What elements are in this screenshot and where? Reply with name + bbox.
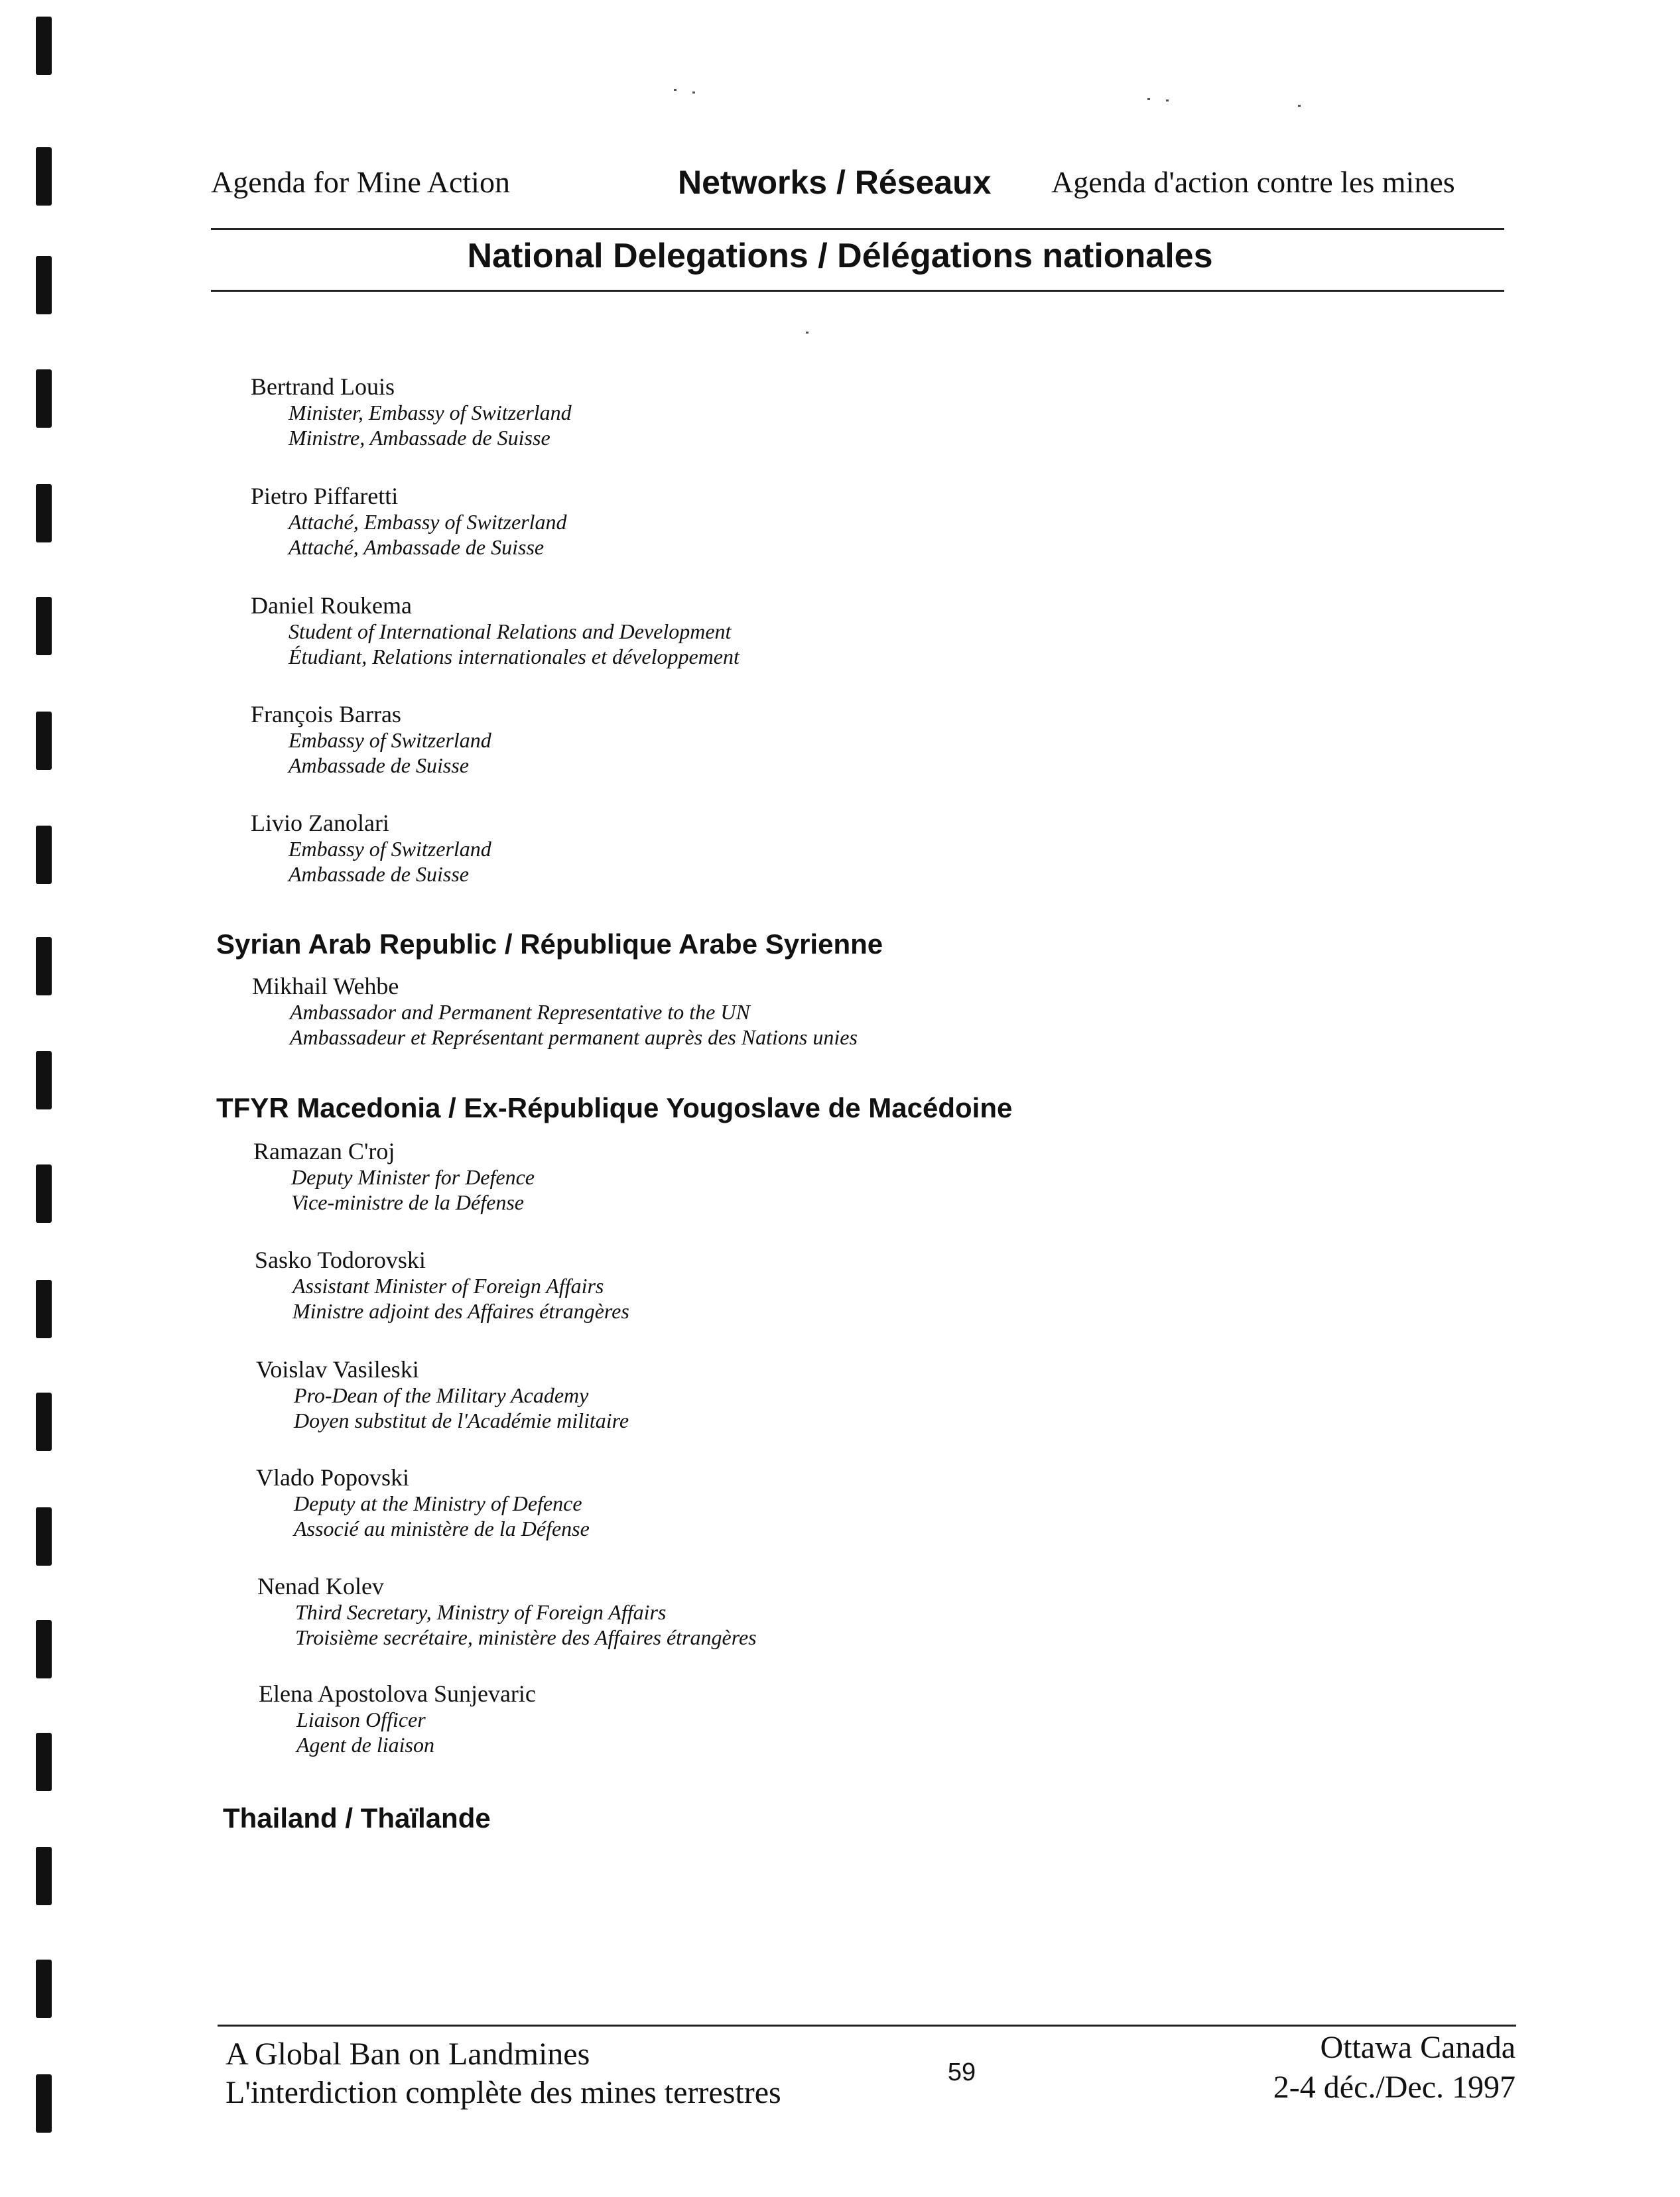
delegate-role-en: Assistant Minister of Foreign Affairs [292,1274,604,1298]
delegate-entry [256,1356,629,1433]
delegate-name: Vlado Popovski [256,1464,410,1491]
delegate-role-en: Deputy at the Ministry of Defence [294,1491,582,1515]
delegate-name: Mikhail Wehbe [252,973,399,999]
delegate-role-fr: Ministre adjoint des Affaires étrangères [292,1299,629,1323]
delegate-role-fr: Ministre, Ambassade de Suisse [289,426,550,450]
delegate-role-en: Student of International Relations and Development [289,619,732,643]
delegate-role-en: Deputy Minister for Defence [291,1165,535,1189]
delegate-name: Daniel Roukema [251,592,412,619]
delegate-role-en: Ambassador and Permanent Representative to the UN [290,1000,750,1024]
delegate-entry [259,1680,536,1757]
delegate-role-en: Liaison Officer [296,1708,426,1731]
delegate-name: Livio Zanolari [251,810,389,836]
footer-right-line1: Ottawa Canada [1320,2030,1516,2065]
delegate-entry [255,1247,629,1324]
delegate-name: Nenad Kolev [257,1573,384,1600]
delegate-entry [251,701,491,778]
delegate-entry [251,373,572,450]
delegate-entry [257,1573,757,1650]
footer-left [226,2035,781,2112]
delegate-role-fr: Attaché, Ambassade de Suisse [289,535,545,559]
delegate-role-en: Third Secretary, Ministry of Foreign Affairs [295,1600,667,1624]
delegate-name: Ramazan C'roj [253,1138,395,1164]
delegate-entry [252,973,858,1050]
delegate-role-en: Embassy of Switzerland [289,837,491,861]
delegate-name: Bertrand Louis [251,373,395,400]
footer-rule [218,2025,1516,2027]
page-title: National Delegations / Délégations nationales [467,237,1213,275]
section-heading-syria: Syrian Arab Republic / République Arabe Syrienne [216,928,883,960]
header-rule-bottom [211,290,1504,292]
header-right: Agenda d'action contre les mines [1051,165,1455,199]
page-number: 59 [947,2058,976,2086]
footer-right [1273,2028,1516,2107]
delegate-name: Pietro Piffaretti [251,483,399,509]
footer-left-line2: L'interdiction complète des mines terrestres [226,2075,781,2110]
delegate-role-fr: Associé au ministère de la Défense [294,1517,590,1540]
delegate-role-en: Minister, Embassy of Switzerland [289,401,572,424]
delegate-name: Voislav Vasileski [256,1356,419,1383]
delegate-entry [253,1138,535,1215]
footer-left-line1: A Global Ban on Landmines [226,2037,590,2072]
footer-right-line2: 2-4 déc./Dec. 1997 [1273,2070,1516,2105]
delegate-role-en: Pro-Dean of the Military Academy [294,1383,589,1407]
delegate-name: Elena Apostolova Sunjevaric [259,1680,536,1707]
delegate-role-fr: Vice-ministre de la Défense [291,1190,524,1214]
delegate-role-fr: Ambassade de Suisse [289,862,469,886]
delegate-entry [251,810,491,887]
delegate-entry [256,1464,590,1541]
section-heading-macedonia: TFYR Macedonia / Ex-République Yougoslave de Macédoine [216,1092,1013,1123]
delegate-role-fr: Étudiant, Relations internationales et développement [289,645,740,668]
delegate-role-fr: Ambassade de Suisse [289,753,469,777]
delegate-entry [251,483,567,560]
delegate-name: François Barras [251,701,401,727]
section-heading-thailand: Thailand / Thaïlande [223,1802,491,1834]
delegate-role-fr: Troisième secrétaire, ministère des Affaires étrangères [295,1625,757,1649]
header-rule-top [211,228,1504,230]
delegate-role-en: Embassy of Switzerland [289,728,491,752]
header-center: Networks / Réseaux [678,164,992,201]
header-left: Agenda for Mine Action [211,165,510,199]
delegate-role-fr: Doyen substitut de l'Académie militaire [294,1409,629,1432]
delegate-role-en: Attaché, Embassy of Switzerland [289,510,567,534]
delegate-entry [251,592,740,669]
delegate-name: Sasko Todorovski [255,1247,426,1273]
delegate-role-fr: Ambassadeur et Représentant permanent auprès des Nations unies [290,1025,858,1049]
delegate-role-fr: Agent de liaison [296,1733,434,1757]
